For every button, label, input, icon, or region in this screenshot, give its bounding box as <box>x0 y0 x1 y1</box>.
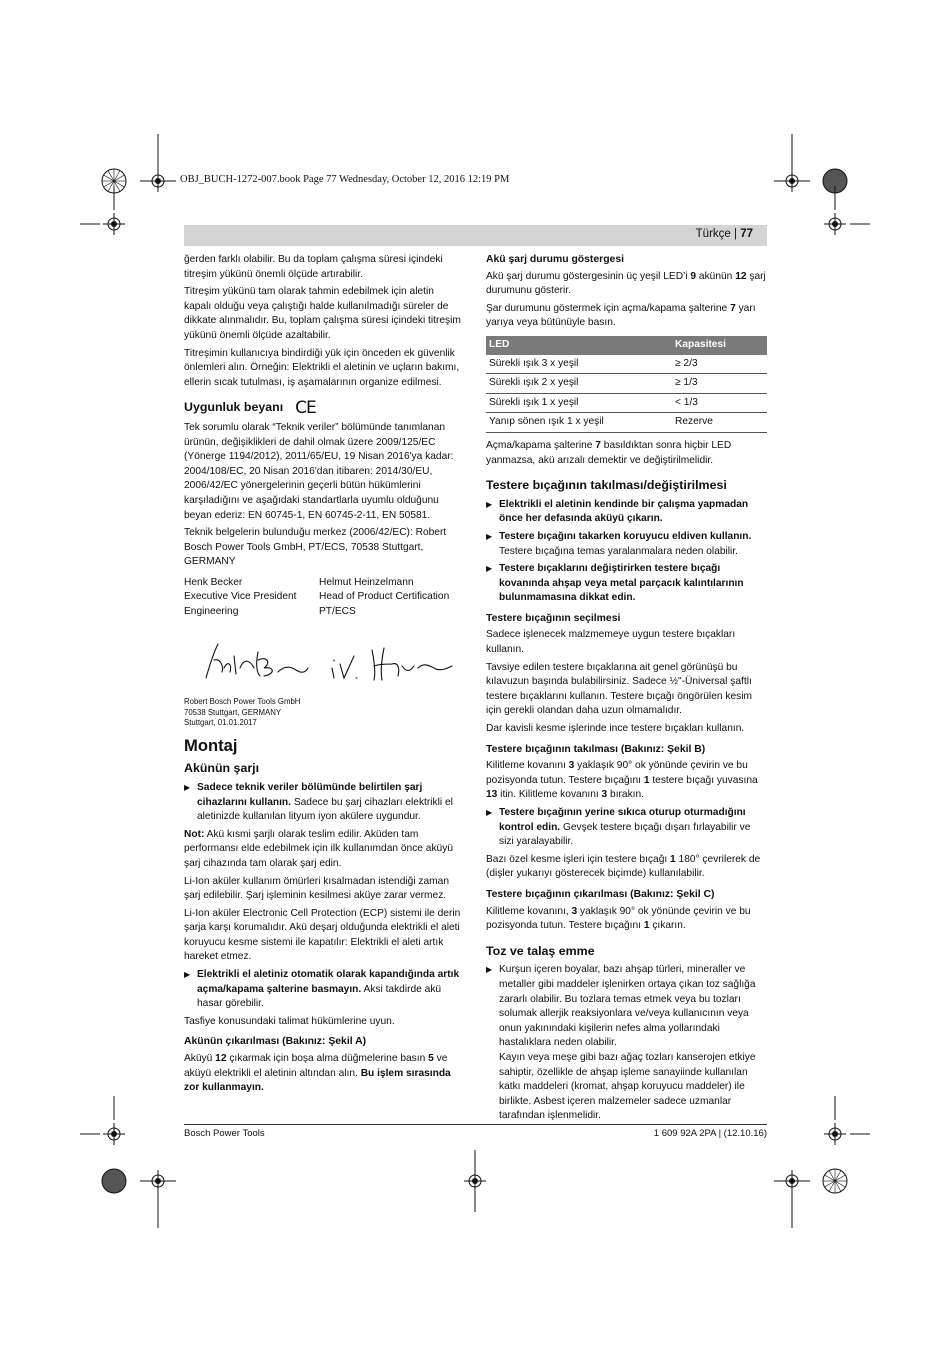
text-run: Kilitleme kovanını <box>486 760 569 772</box>
paragraph: Li-Ion aküler kullanım ömürleri kısalmadan istendiği zaman şarj edilebilir. Şarj işleminin kesilmesi aküye zarar vermez. <box>184 875 449 902</box>
signatories <box>184 576 463 620</box>
warning-text: Bu işlem sırasında zor kullanmayın. <box>184 1067 451 1094</box>
header-label: Türkçe | 77 <box>695 228 753 240</box>
bullet-bold: Testere bıçağının yerine sıkıca oturup oturmadığını kontrol edin. <box>499 807 746 833</box>
paragraph <box>486 759 767 803</box>
crosshair-icon <box>464 1170 486 1192</box>
address-line: Stuttgart, 01.01.2017 <box>184 718 257 728</box>
footer-rule <box>184 1124 767 1125</box>
heading-text: Uygunluk beyanı <box>184 400 284 415</box>
paragraph: Li-Ion aküler Electronic Cell Protection (ECP) sistemi ile derin şarja karşı korumalıdır. Akü deşarj olduğunda elektrikli el aleti koruyucu kesme sistemi ile kapatılır: Elektrikli el aleti artık hareket etmez. <box>184 907 461 963</box>
signatory-name: Henk Becker <box>184 576 243 588</box>
bullet-text: Kayın veya meşe gibi bazı ağaç tozları kanserojen etkiye sahiptir, özellikle de ahşap işleme sanayiinde kullanılan katkı maddeleri (kromat, ahşap koruyucu maddeler) ile birlikte. Asbest içeren malzemeler sadece uzmanlar tarafından işlenmelidir. <box>499 1051 756 1122</box>
signatory-title: Head of Product Certification PT/ECS <box>319 591 450 618</box>
text-run: Akü şarj durumu göstergesinin üç yeşil LED’i <box>486 270 691 282</box>
table-cell: ≥ 1/3 <box>672 374 767 394</box>
table-header-cell: Kapasitesi <box>672 336 767 355</box>
crosshair-icon <box>824 1123 846 1145</box>
ref-number: 12 <box>735 270 747 282</box>
address-block <box>184 697 463 729</box>
heading-charging: Akünün şarjı <box>184 761 260 776</box>
paragraph <box>486 853 767 882</box>
registration-dial-icon <box>823 169 847 193</box>
ce-mark-icon: CE <box>295 398 316 419</box>
heading-blade-select: Testere bıçağının seçilmesi <box>486 612 621 624</box>
ref-number: 1 <box>643 920 650 932</box>
ref-number: 1 <box>670 853 676 865</box>
led-capacity-table <box>486 336 767 433</box>
table-row <box>486 355 767 374</box>
crosshair-icon <box>147 170 169 192</box>
page-header-bar <box>184 225 767 246</box>
text-run: bırakın. <box>607 789 645 801</box>
address-line: 70538 Stuttgart, GERMANY <box>184 707 282 717</box>
left-column <box>184 253 463 1099</box>
paragraph: Tek sorumlu olarak “Teknik veriler” bölümünde tanımlanan ürünün, değişiklikleri de dahil olmak üzere 2009/125/EC (Yönerge 1194/2012), 2011/65/EU, 19 Nisan 2016'ya kadar: 2004/108/EC, 20 Nisan 2016'dan itibaren: 2014/30/EU, 2006/42/EC yönergelerinin geçerli bütün hükümlerini karşıladığını ve aşağıdaki standartlarla uyumlu olduğunu beyan ederiz: EN 60745-1, EN 60745-2-11, EN 50581. <box>184 421 454 521</box>
paragraph <box>486 439 767 468</box>
bullet-item <box>486 498 767 527</box>
crosshair-icon <box>824 213 846 235</box>
heading-blade-insert: Testere bıçağının takılması (Bakınız: Şekil B) <box>486 743 706 755</box>
bullet-text: Gevşek testere bıçağı dışarı fırlayabilir ve sizi yaralayabilir. <box>499 821 751 848</box>
ref-number: 12 <box>215 1053 227 1065</box>
signatory-title: Executive Vice President Engineering <box>184 591 297 618</box>
signatory-2 <box>319 576 463 620</box>
note <box>184 828 463 872</box>
crosshair-icon <box>781 170 803 192</box>
bullet-bold: Elektrikli el aletiniz otomatik olarak kapandığında artık açma/kapama şalterine basmayın. <box>197 969 460 995</box>
table-cell: ≥ 2/3 <box>672 355 767 374</box>
ref-number: 3 <box>568 760 575 772</box>
crosshair-icon <box>781 1170 803 1192</box>
bullet-item <box>184 781 463 825</box>
heading-blade-change: Testere bıçağının takılması/değiştirilmesi <box>486 478 727 493</box>
text-run: yaklaşık 90° ok yönünde çevirin ve bu pozisyonda tutun. Testere bıçağını <box>486 760 748 786</box>
bullet-item <box>486 562 767 606</box>
heading-montaj: Montaj <box>184 735 238 755</box>
table-cell: Rezerve <box>672 413 767 433</box>
handwritten-signatures <box>184 638 463 686</box>
bullet-item <box>486 530 767 559</box>
text-run: basıldıktan sonra hiçbir LED yanmazsa, akü arızalı demektir ve değiştirilmelidir. <box>486 439 732 466</box>
text-run: yaklaşık 90° ok yönünde çevirin ve bu pozisyonda tutun. Testere bıçağını <box>486 905 751 932</box>
text-run: Aküyü <box>184 1053 216 1065</box>
paragraph: Tavsiye edilen testere bıçaklarına ait genel görünüşü bu kılavuzun başında bulabilirsiniz. Sadece ½"-Üniversal şaftlı testere bıçaklarını kullanın. Testere bıçağı öngörülen kesim için gerekli olandan daha uzun olmamalıdır. <box>486 661 752 717</box>
table-row <box>486 413 767 433</box>
paragraph: Titreşimin kullanıcıya bindirdiği yük için önceden ek güvenlik önlemleri alın. Örneğin: Elektrikli el aletinin ve uçların bakımı, ellerin sıcak tutulması, iş aşamalarının organize edilmesi. <box>184 347 460 388</box>
bullet-item <box>184 968 463 1012</box>
signatory-name: Helmut Heinzelmann <box>319 576 414 588</box>
table-cell: < 1/3 <box>672 393 767 413</box>
paragraph <box>486 905 767 934</box>
table-row <box>486 374 767 394</box>
heading-conformity <box>184 398 463 419</box>
paragraph: Tasfiye konusundaki talimat hükümlerine uyun. <box>184 1015 395 1027</box>
heading-blade-remove: Testere bıçağının çıkarılması (Bakınız: Şekil C) <box>486 888 715 900</box>
bullet-bold: Testere bıçağını takarken koruyucu eldiven kullanın. <box>499 530 752 542</box>
ref-number: 7 <box>730 302 736 314</box>
bullet-text: Aksi takdirde akü hasar görebilir. <box>197 983 442 1010</box>
right-column <box>486 253 767 1127</box>
file-meta-line: OBJ_BUCH-1272-007.book Page 77 Wednesday, October 12, 2016 12:19 PM <box>180 174 510 185</box>
heading-charge-indicator: Akü şarj durumu göstergesi <box>486 254 624 265</box>
table-cell: Sürekli ışık 3 x yeşil <box>486 355 672 374</box>
paragraph: ğerden farklı olabilir. Bu da toplam çalışma süresi içindeki titreşim yükünü önemli ölçüde artırabilir. <box>184 254 443 280</box>
table-row <box>486 393 767 413</box>
footer-brand: Bosch Power Tools <box>184 1128 265 1139</box>
ref-number: 5 <box>428 1053 434 1065</box>
paragraph: Sadece işlenecek malzmemeye uygun testere bıçakları kullanın. <box>486 629 736 656</box>
bullet-text: Testere bıçağına temas yaralanmalara neden olabilir. <box>499 545 738 557</box>
text-run: 180° çevrilerek de (dişler yukarıyı gösterecek biçimde) kullanılabilir. <box>486 853 761 880</box>
bullet-text: Sadece bu şarj cihazları elektrikli el aletinizde kullanılan lityum iyon akülere uygundur. <box>197 796 453 823</box>
paragraph <box>486 302 767 331</box>
crosshair-icon <box>103 1123 125 1145</box>
registration-dial-icon <box>102 169 126 193</box>
ref-number: 7 <box>595 439 601 451</box>
footer-doc-number: 1 609 92A 2PA | (12.10.16) <box>653 1128 767 1139</box>
text-run: çıkarmak için boşa alma düğmelerine basın <box>226 1053 429 1065</box>
text-run: Kilitleme kovanını, <box>486 905 572 917</box>
bullet-bold: Elektrikli el aletinin kendinde bir çalışma yapmadan önce her defasında aküyü çıkarın. <box>499 498 749 525</box>
text-run: şarj durumunu gösterir. <box>486 270 766 297</box>
paragraph: Dar kavisli kesme işlerinde ince testere bıçakları kullanın. <box>486 723 745 735</box>
text-run: ve aküyü elektrikli el aletinin altından alın. <box>184 1053 448 1079</box>
paragraph: Titreşim yükünü tam olarak tahmin edebilmek için aletin kapalı olduğu veya çalıştığı halde kullanılmadığı süreler de dikkate alınmalıdır. Bu, toplam çalışma süresi içindeki titreşim yükünü önemli ölçüde azaltabilir. <box>184 286 461 341</box>
bullet-item <box>486 806 767 850</box>
text-run: çıkarın. <box>649 920 686 932</box>
bullet-text: ▶ Kurşun içeren boyalar, bazı ahşap türleri, mineraller ve metaller gibi maddeler işlenirken ortaya çıkan toz sağlığa zararlı olabilir. Bu tozlara temas etmek veya bu tozları solumak allerjik reaksiyonlara ve/veya kullanıcının veya onun yakınındaki kişilerin nefes alma yollarındaki hastalıklara neden olabilir. <box>499 964 756 1049</box>
text-run: akünün <box>696 270 736 282</box>
bullet-bold: Testere bıçaklarını değiştirirken testere bıçağı kovanında ahşap veya metal parçacık kalıntılarının bulunmamasına dikkat edin. <box>499 563 744 604</box>
crosshair-icon <box>147 1170 169 1192</box>
page-number: 77 <box>740 228 753 240</box>
text-run: testere bıçağı yuvasına <box>649 774 758 786</box>
table-cell: Sürekli ışık 2 x yeşil <box>486 374 672 394</box>
paragraph <box>486 270 767 299</box>
text-run: yarı yarıya veya bütünüyle basın. <box>486 302 756 329</box>
paragraph: Teknik belgelerin bulunduğu merkez (2006/42/EC): Robert Bosch Power Tools GmbH, PT/ECS, 70538 Stuttgart, GERMANY <box>184 527 447 568</box>
ref-number: 1 <box>643 774 650 786</box>
registration-dial-icon <box>823 1169 847 1193</box>
table-cell: Yanıp sönen ışık 1 x yeşil <box>486 413 672 433</box>
text-run: itin. Kilitleme kovanını <box>497 789 602 801</box>
signatory-1 <box>184 576 319 620</box>
text-run: Açma/kapama şalterine <box>486 439 596 451</box>
heading-dust-extraction: Toz ve talaş emme <box>486 943 595 958</box>
text-run: Şar durumunu göstermek için açma/kapama şalterine <box>486 302 731 314</box>
bullet-bold: Sadece teknik veriler bölümünde belirtilen şarj cihazlarını kullanın. <box>197 781 423 808</box>
table-header-cell: LED <box>486 336 672 355</box>
crosshair-icon <box>103 213 125 235</box>
paragraph <box>184 1052 463 1096</box>
ref-number: 9 <box>690 270 697 282</box>
ref-number: 3 <box>571 905 578 917</box>
address-line: Robert Bosch Power Tools GmbH <box>184 697 301 707</box>
note-text: Akü kısmi şarjlı olarak teslim edilir. Aküden tam performansı elde edebilmek için ilk kullanımdan önce aküyü şarj cihazında tam olarak şarj edin. <box>184 828 453 869</box>
text-run: Bazı özel kesme işleri için testere bıçağı <box>486 853 671 865</box>
ref-number: 13 <box>486 789 498 801</box>
ref-number: 3 <box>601 789 608 801</box>
table-header-row <box>486 336 767 355</box>
table-cell: Sürekli ışık 1 x yeşil <box>486 393 672 413</box>
registration-dial-icon <box>102 1169 126 1193</box>
bullet-item <box>486 963 767 1124</box>
heading-remove-battery: Akünün çıkarılması (Bakınız: Şekil A) <box>184 1036 367 1048</box>
header-section: Türkçe <box>695 228 731 240</box>
note-label: Not: <box>184 828 205 840</box>
